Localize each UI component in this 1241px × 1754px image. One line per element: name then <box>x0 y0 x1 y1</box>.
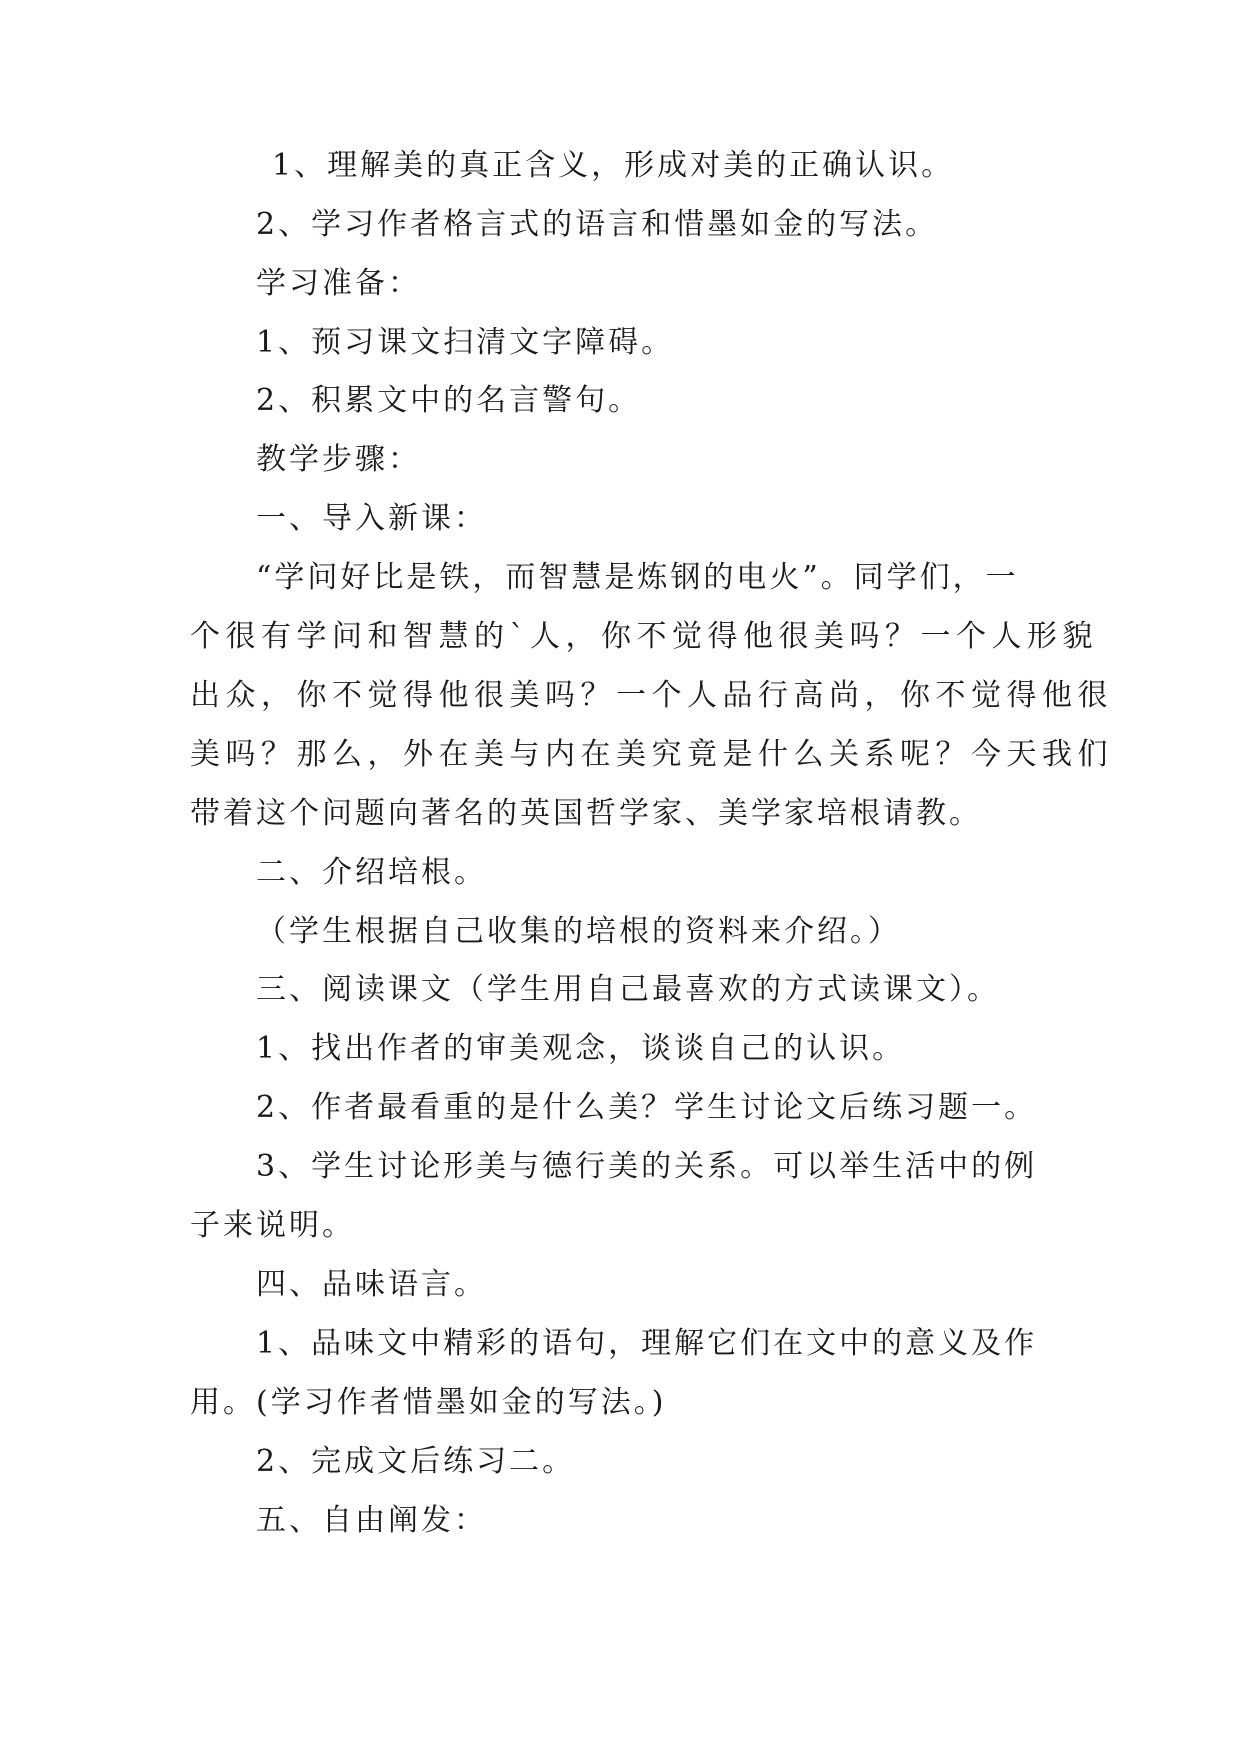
text-line: “学问好比是铁，而智慧是炼钢的电火”。同学们，一 <box>256 560 1019 595</box>
text-line: 出众，你不觉得他很美吗？一个人品行高尚，你不觉得他很 <box>190 678 1113 713</box>
text-line: 2、积累文中的名言警句。 <box>256 383 642 418</box>
text-line: 2、学习作者格言式的语言和惜墨如金的写法。 <box>256 207 939 242</box>
text-line: 1、找出作者的审美观念，谈谈自己的认识。 <box>256 1031 906 1066</box>
text-line: 1、品味文中精彩的语句，理解它们在文中的意义及作 <box>256 1326 1038 1361</box>
text-line: 2、完成文后练习二。 <box>256 1444 576 1479</box>
section-heading: 教学步骤： <box>256 442 421 477</box>
section-heading: 五、自由阐发： <box>256 1503 487 1538</box>
text-line: 美吗？那么，外在美与内在美究竟是什么关系呢？今天我们 <box>190 737 1113 772</box>
text-line: 子来说明。 <box>190 1208 355 1243</box>
text-line: 3、学生讨论形美与德行美的关系。可以举生活中的例 <box>256 1149 1038 1184</box>
text-line: 带着这个问题向著名的英国哲学家、美学家培根请教。 <box>190 796 982 831</box>
section-heading: 一、导入新课： <box>256 501 487 536</box>
section-heading: 三、阅读课文（学生用自己最喜欢的方式读课文）。 <box>256 972 1000 1007</box>
text-line: 个很有学问和智慧的`人，你不觉得他很美吗？一个人形貌 <box>190 619 1098 654</box>
section-heading: 学习准备： <box>256 266 421 301</box>
section-heading: 二、介绍培根。 <box>256 855 487 890</box>
text-line: （学生根据自己收集的培根的资料来介绍。） <box>256 914 901 949</box>
text-line: 1、理解美的真正含义，形成对美的正确认识。 <box>272 148 955 183</box>
section-heading: 四、品味语言。 <box>256 1267 487 1302</box>
text-line: 1、预习课文扫清文字障碍。 <box>256 325 675 360</box>
text-line: 用。(学习作者惜墨如金的写法。) <box>190 1385 667 1420</box>
text-line: 2、作者最看重的是什么美？学生讨论文后练习题一。 <box>256 1090 1038 1125</box>
